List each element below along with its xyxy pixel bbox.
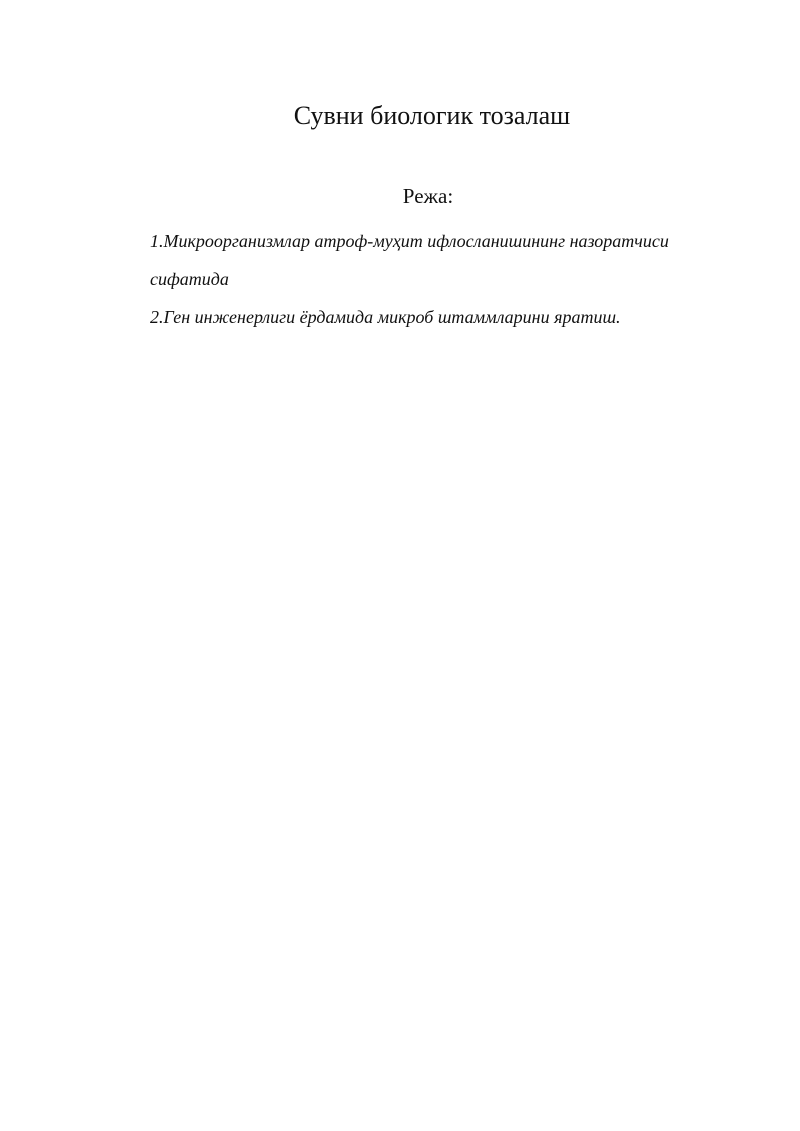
plan-item: 2.Ген инженерлиги ёрдамида микроб штаммларини яратиш. xyxy=(150,307,621,327)
plan-list xyxy=(150,222,740,336)
document-title: Сувни биологик тозалаш xyxy=(293,101,571,130)
plan-item: 1.Микроорганизмлар атроф-муҳит ифлосланишининг назоратчиси сифатида xyxy=(150,231,669,289)
plan-heading: Режа: xyxy=(402,184,454,208)
